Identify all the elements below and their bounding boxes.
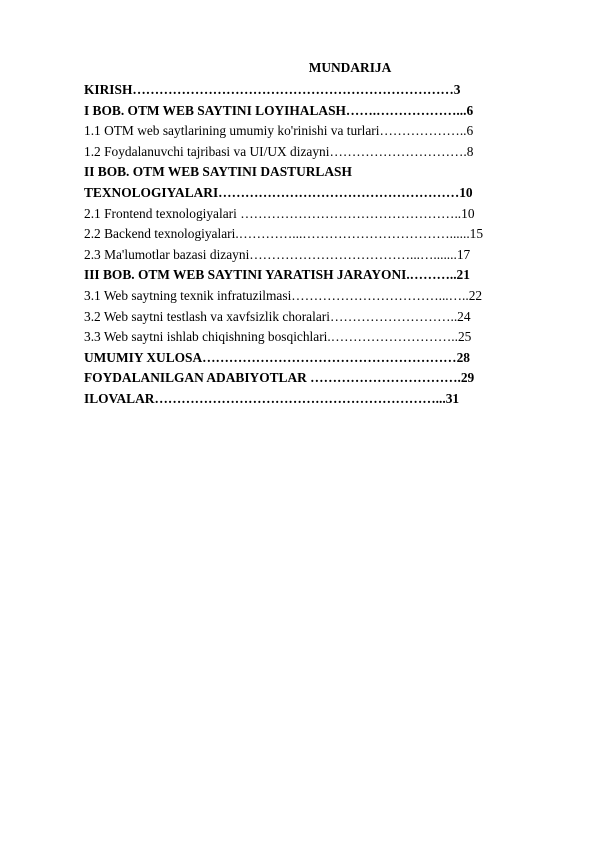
toc-entry: [84, 327, 556, 348]
toc-entry: [84, 348, 556, 369]
toc-entry: [84, 204, 556, 225]
toc-entry: [84, 224, 556, 245]
toc-entry: [84, 245, 556, 266]
toc-entry: [84, 265, 556, 286]
toc-entry: [84, 183, 556, 204]
toc-entry: [84, 121, 556, 142]
toc-entry: [84, 80, 556, 101]
toc-entry-text: 2.3 Ma'lumotlar bazasi dizayni………………………………...….......17: [84, 246, 471, 262]
toc-entry-text: 1.2 Foydalanuvchi tajribasi va UI/UX dizayni………………………….8: [84, 143, 474, 159]
toc-entry: [84, 286, 556, 307]
toc-entry-text: I BOB. OTM WEB SAYTINI LOYIHALASH…….………………...6: [84, 102, 474, 118]
toc-entry-text: III BOB. OTM WEB SAYTINI YARATISH JARAYONI.………..21: [84, 267, 470, 283]
toc-entry: [84, 368, 556, 389]
toc-entry-text: II BOB. OTM WEB SAYTINI DASTURLASH: [84, 164, 352, 180]
toc-entry: [84, 142, 556, 163]
toc-entry-text: ILOVALAR………………………………………………………...31: [84, 390, 460, 406]
toc-entry: [84, 389, 556, 410]
toc-entry: [84, 307, 556, 328]
table-of-contents: [84, 80, 556, 410]
toc-entry-text: FOYDALANILGAN ADABIYOTLAR …………………………….29: [84, 370, 475, 386]
toc-entry-text: UMUMIY XULOSA…………………………………………………28: [84, 349, 470, 365]
toc-entry: [84, 101, 556, 122]
document-page: [84, 58, 556, 410]
toc-entry-text: 3.1 Web saytning texnik infratuzilmasi……………………………...…..22: [84, 287, 483, 303]
toc-entry-text: 1.1 OTM web saytlarining umumiy ko'rinishi va turlari………………..6: [84, 123, 474, 139]
toc-entry-text: 2.1 Frontend texnologiyalari …………………………………………..10: [84, 205, 475, 221]
toc-entry-text: KIRISH………………………………………………………………3: [84, 82, 461, 97]
toc-entry-text: 3.3 Web saytni ishlab chiqishning bosqichlari.………………………..25: [84, 329, 472, 345]
toc-entry: [84, 162, 556, 183]
toc-entry-text: TEXNOLOGIYALARI………………………………………………10: [84, 184, 473, 200]
toc-title: MUNDARIJA: [308, 60, 392, 75]
toc-entry-text: 3.2 Web saytni testlash va xavfsizlik choralari………………………..24: [84, 308, 471, 324]
toc-entry-text: 2.2 Backend texnologiyalari.…………...……………………………......15: [84, 226, 484, 242]
